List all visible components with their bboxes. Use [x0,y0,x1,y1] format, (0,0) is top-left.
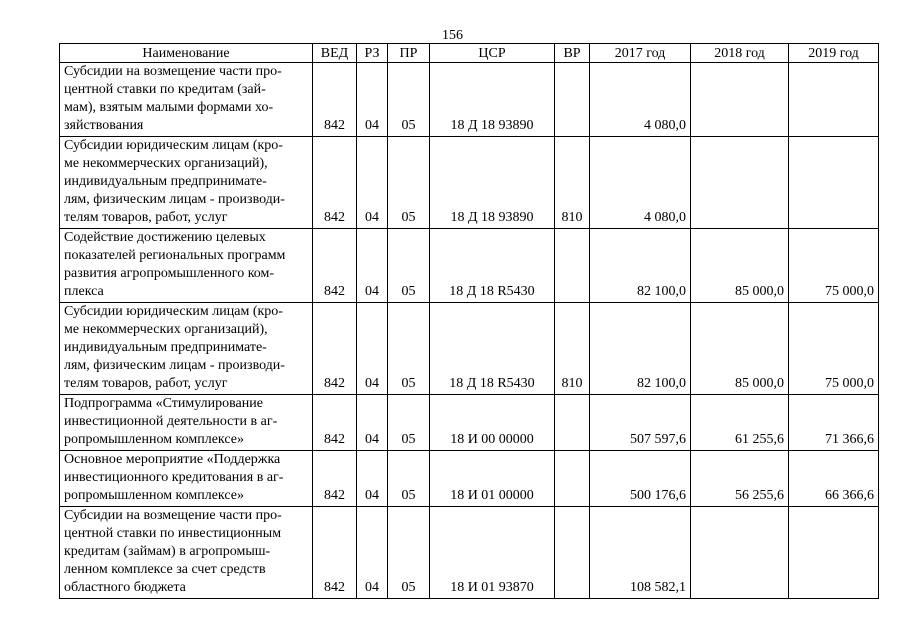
table-row [60,63,879,137]
cell-csr: 18 И 01 93870 [430,507,555,599]
cell-2018: 56 255,6 [691,451,789,507]
cell-ved: 842 [313,395,357,451]
cell-rz: 04 [357,137,388,229]
header-vr: ВР [555,44,590,63]
cell-csr: 18 Д 18 R5430 [430,229,555,303]
cell-2017: 507 597,6 [590,395,691,451]
header-csr: ЦСР [430,44,555,63]
cell-name [60,303,313,395]
name-line: Субсидии юридическим лицам (кро- [64,304,283,319]
cell-csr: 18 Д 18 93890 [430,137,555,229]
cell-vr: 810 [555,303,590,395]
page-number: 156 [442,28,463,43]
cell-rz: 04 [357,303,388,395]
cell-2018 [691,137,789,229]
cell-2017: 82 100,0 [590,303,691,395]
header-2019: 2019 год [789,44,879,63]
budget-table [59,43,879,599]
header-pr: ПР [388,44,430,63]
cell-pr: 05 [388,137,430,229]
cell-csr: 18 Д 18 93890 [430,63,555,137]
cell-vr [555,451,590,507]
name-line: индивидуальным предпринимате- [64,174,267,189]
header-rz: РЗ [357,44,388,63]
cell-2019: 75 000,0 [789,303,879,395]
name-line: центной ставки по инвестиционным [64,526,282,541]
name-line: Содействие достижению целевых [64,230,266,245]
header-name: Наименование [60,44,313,63]
cell-name [60,451,313,507]
table-row [60,395,879,451]
header-row [60,44,879,63]
name-line: ме некоммерческих организаций), [64,156,268,171]
cell-rz: 04 [357,63,388,137]
name-line: областного бюджета [64,580,186,595]
cell-vr [555,507,590,599]
table-row [60,451,879,507]
table-row [60,303,879,395]
cell-2019 [789,63,879,137]
cell-2018: 85 000,0 [691,229,789,303]
table-row [60,137,879,229]
cell-pr: 05 [388,303,430,395]
name-line: зяйствования [64,118,144,133]
name-line: инвестиционной деятельности в аг- [64,414,278,429]
cell-pr: 05 [388,229,430,303]
cell-vr: 810 [555,137,590,229]
cell-rz: 04 [357,507,388,599]
table-row [60,507,879,599]
cell-name [60,229,313,303]
cell-2018 [691,63,789,137]
cell-pr: 05 [388,395,430,451]
cell-ved: 842 [313,63,357,137]
cell-name [60,507,313,599]
cell-ved: 842 [313,137,357,229]
cell-pr: 05 [388,507,430,599]
name-line: телям товаров, работ, услуг [64,210,228,225]
name-line: ропромышленном комплексе» [64,432,244,447]
name-line: развития агропромышленного ком- [64,266,275,281]
name-line: центной ставки по кредитам (зай- [64,82,266,97]
header-2018: 2018 год [691,44,789,63]
cell-rz: 04 [357,229,388,303]
cell-ved: 842 [313,451,357,507]
cell-2018: 85 000,0 [691,303,789,395]
name-line: Субсидии на возмещение части про- [64,64,282,79]
name-line: Субсидии юридическим лицам (кро- [64,138,283,153]
name-line: Основное мероприятие «Поддержка [64,452,281,467]
header-2017: 2017 год [590,44,691,63]
name-line: ме некоммерческих организаций), [64,322,268,337]
cell-ved: 842 [313,507,357,599]
cell-csr: 18 Д 18 R5430 [430,303,555,395]
name-line: показателей региональных программ [64,248,286,263]
cell-name [60,63,313,137]
name-line: плекса [64,284,104,299]
table-row [60,229,879,303]
cell-csr: 18 И 01 00000 [430,451,555,507]
name-line: лям, физическим лицам - производи- [64,192,285,207]
cell-vr [555,395,590,451]
cell-2019: 71 366,6 [789,395,879,451]
name-line: ленном комплексе за счет средств [64,562,266,577]
cell-ved: 842 [313,303,357,395]
cell-2018 [691,507,789,599]
cell-2019: 66 366,6 [789,451,879,507]
table-body [60,63,879,599]
cell-name [60,137,313,229]
cell-2017: 4 080,0 [590,63,691,137]
cell-rz: 04 [357,395,388,451]
cell-rz: 04 [357,451,388,507]
name-line: кредитам (займам) в агропромыш- [64,544,271,559]
cell-name [60,395,313,451]
header-ved: ВЕД [313,44,357,63]
name-line: индивидуальным предпринимате- [64,340,267,355]
name-line: лям, физическим лицам - производи- [64,358,285,373]
cell-2017: 108 582,1 [590,507,691,599]
name-line: инвестиционного кредитования в аг- [64,470,284,485]
cell-2017: 82 100,0 [590,229,691,303]
cell-vr [555,63,590,137]
name-line: мам), взятым малыми формами хо- [64,100,274,115]
cell-2019: 75 000,0 [789,229,879,303]
cell-2019 [789,137,879,229]
cell-ved: 842 [313,229,357,303]
cell-2017: 4 080,0 [590,137,691,229]
cell-pr: 05 [388,63,430,137]
name-line: Подпрограмма «Стимулирование [64,396,263,411]
name-line: телям товаров, работ, услуг [64,376,228,391]
cell-pr: 05 [388,451,430,507]
cell-vr [555,229,590,303]
cell-csr: 18 И 00 00000 [430,395,555,451]
name-line: ропромышленном комплексе» [64,488,244,503]
cell-2018: 61 255,6 [691,395,789,451]
cell-2017: 500 176,6 [590,451,691,507]
name-line: Субсидии на возмещение части про- [64,508,282,523]
cell-2019 [789,507,879,599]
